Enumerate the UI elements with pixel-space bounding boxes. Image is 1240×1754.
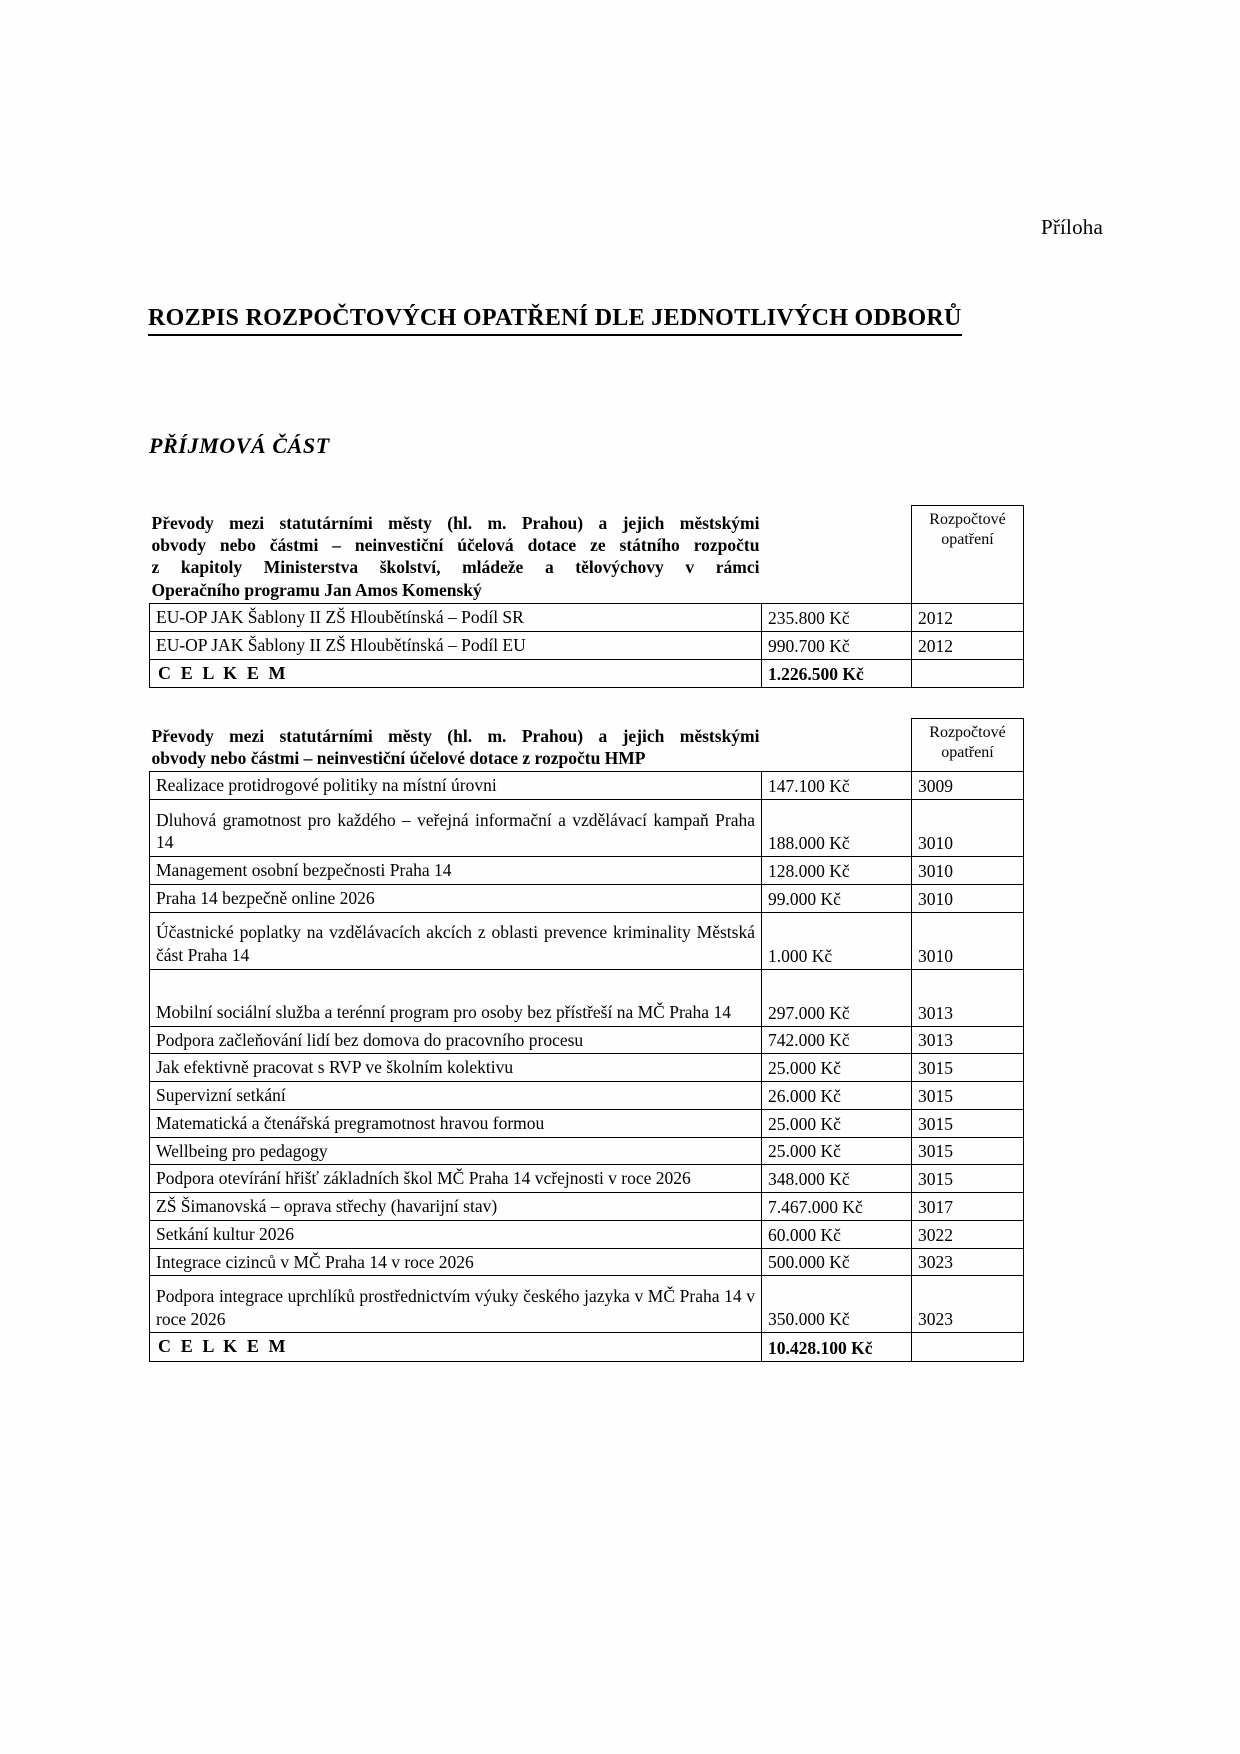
row-description: Realizace protidrogové politiky na místní úrovni [150,772,762,800]
row-amount: 25.000 Kč [762,1054,912,1082]
row-measure-number: 2012 [912,604,1024,632]
row-amount: 1.000 Kč [762,912,912,969]
row-amount: 235.800 Kč [762,604,912,632]
row-amount: 990.700 Kč [762,631,912,659]
row-amount: 742.000 Kč [762,1026,912,1054]
table-row [150,1082,1024,1110]
row-measure-number: 3010 [912,912,1024,969]
row-description: Matematická a čtenářská pregramotnost hravou formou [150,1109,762,1137]
table-header-description [150,719,762,772]
table-header-line: Převody mezi statutárními městy (hl. m. Prahou) a jejich městskými [151,725,760,746]
row-measure-number: 3013 [912,1026,1024,1054]
row-measure-number: 3023 [912,1248,1024,1276]
table-header-amount-spacer [762,506,912,604]
total-measure-number [912,659,1024,687]
row-amount: 26.000 Kč [762,1082,912,1110]
row-measure-number: 3015 [912,1054,1024,1082]
table-row [150,772,1024,800]
table-row [150,1248,1024,1276]
row-description: EU-OP JAK Šablony II ZŠ Hloubětínská – Podíl SR [150,604,762,632]
table-row [150,1026,1024,1054]
row-amount: 25.000 Kč [762,1109,912,1137]
table-row [150,1220,1024,1248]
row-description: Wellbeing pro pedagogy [150,1137,762,1165]
row-amount: 147.100 Kč [762,772,912,800]
row-description: Podpora integrace uprchlíků prostřednictvím výuky českého jazyka v MČ Praha 14 v roce 2026 [150,1276,762,1333]
total-amount: 10.428.100 Kč [762,1333,912,1361]
table-row [150,969,1024,1026]
table-total-row [150,1333,1024,1361]
row-description: Podpora otevírání hřišť základních škol MČ Praha 14 vcřejnosti v roce 2026 [150,1165,762,1193]
row-description: ZŠ Šimanovská – oprava střechy (havarijní stav) [150,1193,762,1221]
total-measure-number [912,1333,1024,1361]
row-amount: 297.000 Kč [762,969,912,1026]
row-amount: 99.000 Kč [762,884,912,912]
table-header-row [150,506,1024,604]
total-label: C E L K E M [150,1333,762,1361]
row-description: Praha 14 bezpečně online 2026 [150,884,762,912]
row-measure-number: 3010 [912,884,1024,912]
table-header-line: obvody nebo částmi – neinvestiční účelové dotace z rozpočtu HMP [151,747,646,768]
table-row [150,800,1024,857]
table-row [150,1165,1024,1193]
row-description: Účastnické poplatky na vzdělávacích akcích z oblasti prevence kriminality Městská část Praha 14 [150,912,762,969]
table-row [150,1137,1024,1165]
row-amount: 25.000 Kč [762,1137,912,1165]
table-row [150,1054,1024,1082]
row-amount: 60.000 Kč [762,1220,912,1248]
budget-table-1-wrapper [149,505,1023,688]
row-amount: 350.000 Kč [762,1276,912,1333]
table-header-row [150,719,1024,772]
table-header-measure [912,506,1024,604]
row-amount: 348.000 Kč [762,1165,912,1193]
table-row [150,884,1024,912]
section-heading-income: PŘÍJMOVÁ ČÁST [149,433,330,458]
table-total-row [150,659,1024,687]
budget-table-1 [149,505,1024,688]
table-row [150,857,1024,885]
row-measure-number: 3022 [912,1220,1024,1248]
row-measure-number: 2012 [912,631,1024,659]
appendix-label: Příloha [1040,215,1103,239]
table-header-measure [912,719,1024,772]
row-measure-number: 3017 [912,1193,1024,1221]
row-amount: 128.000 Kč [762,857,912,885]
table-row [150,1109,1024,1137]
row-description: Dluhová gramotnost pro každého – veřejná informační a vzdělávací kampaň Praha 14 [150,800,762,857]
row-amount: 188.000 Kč [762,800,912,857]
table-header-line: z kapitoly Ministerstva školství, mládeže a tělovýchovy v rámci [151,557,760,578]
table-row [150,604,1024,632]
row-measure-number: 3015 [912,1165,1024,1193]
table-row [150,631,1024,659]
measure-label-line-2: opatření [941,743,994,761]
table-row [150,912,1024,969]
row-description: Mobilní sociální služba a terénní program pro osoby bez přístřeší na MČ Praha 14 [150,969,762,1026]
row-description: EU-OP JAK Šablony II ZŠ Hloubětínská – Podíl EU [150,631,762,659]
row-measure-number: 3009 [912,772,1024,800]
row-description: Supervizní setkání [150,1082,762,1110]
measure-label-line-2: opatření [941,530,994,548]
table-header-description [150,506,762,604]
total-label: C E L K E M [150,659,762,687]
row-measure-number: 3013 [912,969,1024,1026]
row-description: Podpora začleňování lidí bez domova do pracovního procesu [150,1026,762,1054]
table-header-line: obvody nebo částmi – neinvestiční účelová dotace ze státního rozpočtu [151,534,760,555]
table-header-line: Operačního programu Jan Amos Komenský [151,579,482,600]
row-measure-number: 3015 [912,1082,1024,1110]
budget-table-2-wrapper [149,718,1023,1362]
row-amount: 7.467.000 Kč [762,1193,912,1221]
row-amount: 500.000 Kč [762,1248,912,1276]
row-measure-number: 3015 [912,1109,1024,1137]
measure-label-line-1: Rozpočtové [929,724,1006,741]
row-measure-number: 3023 [912,1276,1024,1333]
row-description: Setkání kultur 2026 [150,1220,762,1248]
row-measure-number: 3010 [912,857,1024,885]
row-measure-number: 3015 [912,1137,1024,1165]
table-row [150,1276,1024,1333]
row-description: Management osobní bezpečnosti Praha 14 [150,857,762,885]
page-title: ROZPIS ROZPOČTOVÝCH OPATŘENÍ DLE JEDNOTLIVÝCH ODBORŮ [148,305,962,336]
budget-table-2 [149,718,1024,1362]
measure-label-line-1: Rozpočtové [929,511,1006,528]
row-measure-number: 3010 [912,800,1024,857]
total-amount: 1.226.500 Kč [762,659,912,687]
row-description: Jak efektivně pracovat s RVP ve školním kolektivu [150,1054,762,1082]
table-row [150,1193,1024,1221]
table-header-line: Převody mezi statutárními městy (hl. m. Prahou) a jejich městskými [151,512,760,533]
row-description: Integrace cizinců v MČ Praha 14 v roce 2026 [150,1248,762,1276]
table-header-amount-spacer [762,719,912,772]
